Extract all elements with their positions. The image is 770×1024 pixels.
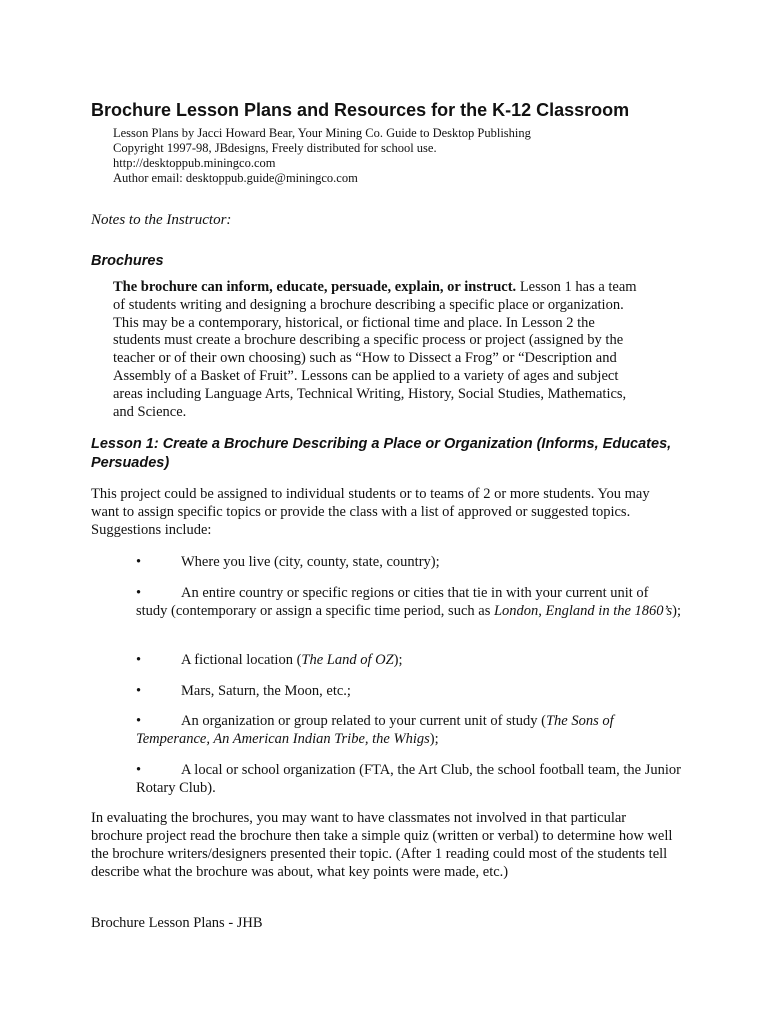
meta-line-credit: Lesson Plans by Jacci Howard Bear, Your Mining Co. Guide to Desktop Publishing <box>113 126 531 140</box>
list-item-text: Mars, Saturn, the Moon, etc.; <box>181 683 351 699</box>
list-item-text: A fictional location ( <box>181 652 302 668</box>
list-item <box>136 553 681 571</box>
list-item-text: Where you live (city, county, state, country); <box>181 554 440 570</box>
evaluation-paragraph: In evaluating the brochures, you may want to have classmates not involved in that particular brochure project read the brochure then take a simple quiz (written or verbal) to determine how well the brochure writers/designers presented their topic. (After 1 reading could most of the students tell describe what the brochure was about, what key points were made, etc.) <box>91 810 673 880</box>
list-item-text: An organization or group related to your current unit of study ( <box>181 713 546 729</box>
list-item <box>136 712 681 748</box>
brochures-heading: Brochures <box>91 253 164 269</box>
bullet-icon: • <box>136 554 142 570</box>
author-meta <box>113 126 531 186</box>
bullet-icon: • <box>136 713 142 729</box>
list-item-end: ); <box>393 652 403 668</box>
list-item-italic: The Sons of Temperance, An American Indian Tribe, the Whigs <box>136 713 614 747</box>
intro-bold-lead: The brochure can inform, educate, persuade, explain, or instruct. <box>113 279 517 295</box>
notes-heading: Notes to the Instructor: <box>91 212 232 228</box>
list-item-italic: London, England in the 1860’s <box>493 603 673 619</box>
list-item <box>136 682 681 700</box>
meta-line-copyright: Copyright 1997-98, JBdesigns, Freely distributed for school use. <box>113 141 437 155</box>
list-item-text: A local or school organization (FTA, the Art Club, the school football team, the Junior Rotary Club). <box>136 762 681 796</box>
lesson1-heading: Lesson 1: Create a Brochure Describing a Place or Organization (Informs, Educates, Persuades) <box>91 436 672 471</box>
list-item-text: An entire country or specific regions or cities that tie in with your current unit of study (contemporary or assign a specific time period, such as <box>136 585 649 619</box>
intro-paragraph <box>113 279 643 421</box>
list-item <box>136 761 681 797</box>
page-title: Brochure Lesson Plans and Resources for the K-12 Classroom <box>91 100 630 120</box>
page-footer: Brochure Lesson Plans - JHB <box>91 915 263 931</box>
list-item-end: ); <box>429 731 439 747</box>
bullet-icon: • <box>136 585 142 601</box>
lesson1-paragraph: This project could be assigned to individual students or to teams of 2 or more students. You may want to assign specific topics or provide the class with a list of approved or suggested topics. Suggestions include: <box>91 486 650 538</box>
intro-text: Lesson 1 has a team of students writing and designing a brochure describing a specific place or organization. This may be a contemporary, historical, or fictional time and place. In Lesson 2 the students must create a brochure describing a specific process or project (assigned by the teacher or of their own choosing) such as “How to Dissect a Frog” or “Description and Assembly of a Basket of Fruit”. Lessons can be applied to a variety of ages and subject areas including Language Arts, Technical Writing, History, Social Studies, Mathematics, and Science. <box>113 279 637 420</box>
list-item-italic: The Land of OZ <box>301 652 394 668</box>
bullet-icon: • <box>136 762 142 778</box>
meta-line-url: http://desktoppub.miningco.com <box>113 156 276 170</box>
list-item <box>136 651 681 669</box>
list-item-end: ); <box>672 603 681 619</box>
list-item <box>136 584 681 620</box>
bullet-icon: • <box>136 683 142 699</box>
bullet-icon: • <box>136 652 142 668</box>
meta-line-email: Author email: desktoppub.guide@miningco.com <box>113 171 358 185</box>
